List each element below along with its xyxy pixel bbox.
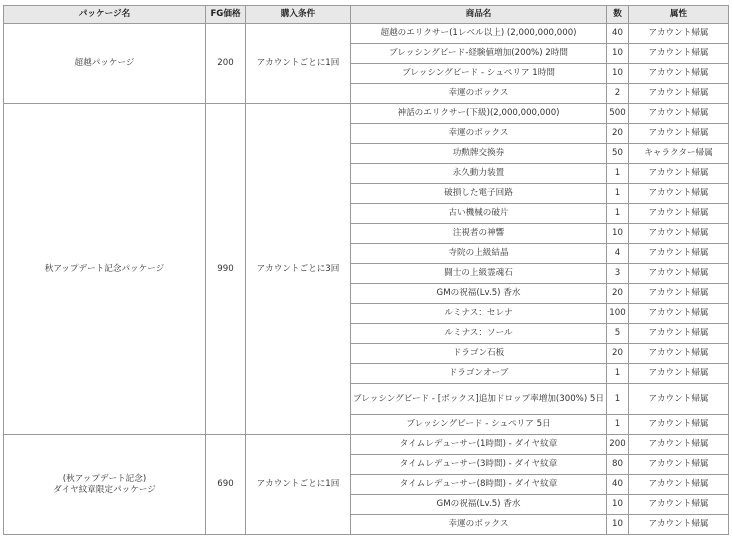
item-name-cell: ブレッシングビード - [ボックス]追加ドロップ率増加(300%) 5日 [351,384,607,415]
header-attribute: 属性 [629,6,729,24]
item-attribute-cell: アカウント帰属 [629,264,729,284]
item-name-cell: ドラゴンオーブ [351,364,607,384]
item-name-cell: ブレッシングビード - シュペリア 5日 [351,415,607,435]
purchase-condition-cell: アカウントごとに3回 [246,104,351,435]
item-quantity-cell: 200 [607,435,629,455]
item-quantity-cell: 10 [607,44,629,64]
item-name-cell: 寺院の上級結晶 [351,244,607,264]
item-attribute-cell: アカウント帰属 [629,364,729,384]
item-name-cell: ドラゴン石板 [351,344,607,364]
package-name-cell: 超越パッケージ [4,24,206,104]
item-quantity-cell: 500 [607,104,629,124]
item-quantity-cell: 2 [607,84,629,104]
item-attribute-cell: アカウント帰属 [629,415,729,435]
purchase-condition-cell: アカウントごとに1回 [246,24,351,104]
item-attribute-cell: アカウント帰属 [629,84,729,104]
package-price-cell: 200 [206,24,246,104]
item-attribute-cell: アカウント帰属 [629,184,729,204]
item-attribute-cell: アカウント帰属 [629,455,729,475]
item-name-cell: タイムレデューサー(1時間) - ダイヤ紋章 [351,435,607,455]
item-name-cell: 幸運のボックス [351,84,607,104]
item-quantity-cell: 20 [607,344,629,364]
item-quantity-cell: 80 [607,455,629,475]
item-quantity-cell: 1 [607,164,629,184]
item-quantity-cell: 10 [607,515,629,535]
table-row [4,435,729,455]
item-name-cell: 闘士の上級霊魂石 [351,264,607,284]
item-quantity-cell: 4 [607,244,629,264]
item-name-cell: 破損した電子回路 [351,184,607,204]
item-attribute-cell: アカウント帰属 [629,475,729,495]
item-name-cell: 幸運のボックス [351,124,607,144]
item-attribute-cell: アカウント帰属 [629,384,729,415]
item-name-cell: GMの祝福(Lv.5) 香水 [351,284,607,304]
item-attribute-cell: アカウント帰属 [629,164,729,184]
item-attribute-cell: アカウント帰属 [629,515,729,535]
item-quantity-cell: 5 [607,324,629,344]
item-attribute-cell: アカウント帰属 [629,64,729,84]
item-attribute-cell: アカウント帰属 [629,324,729,344]
item-attribute-cell: アカウント帰属 [629,44,729,64]
item-quantity-cell: 50 [607,144,629,164]
item-quantity-cell: 1 [607,415,629,435]
item-name-cell: ルミナス：ソール [351,324,607,344]
table-body [4,24,729,535]
item-attribute-cell: アカウント帰属 [629,304,729,324]
header-fg-price: FG価格 [206,6,246,24]
item-quantity-cell: 20 [607,124,629,144]
item-attribute-cell: アカウント帰属 [629,435,729,455]
item-quantity-cell: 1 [607,184,629,204]
package-name-cell: 秋アップデート記念パッケージ [4,104,206,435]
header-purchase-condition: 購入条件 [246,6,351,24]
package-name-cell: (秋アップデート記念) ダイヤ紋章限定パッケージ [4,435,206,535]
item-name-cell: ブレッシングビード-経験値増加(200%) 2時間 [351,44,607,64]
item-name-cell: 古い機械の破片 [351,204,607,224]
item-name-cell: 永久動力装置 [351,164,607,184]
item-name-cell: 神話のエリクサー(下級)(2,000,000,000) [351,104,607,124]
item-attribute-cell: アカウント帰属 [629,24,729,44]
item-attribute-cell: アカウント帰属 [629,344,729,364]
header-package-name: パッケージ名 [4,6,206,24]
item-quantity-cell: 1 [607,364,629,384]
item-attribute-cell: アカウント帰属 [629,244,729,264]
item-attribute-cell: アカウント帰属 [629,204,729,224]
item-quantity-cell: 10 [607,224,629,244]
item-quantity-cell: 100 [607,304,629,324]
item-quantity-cell: 1 [607,384,629,415]
purchase-condition-cell: アカウントごとに1回 [246,435,351,535]
item-name-cell: ブレッシングビード - シュペリア 1時間 [351,64,607,84]
item-name-cell: タイムレデューサー(8時間) - ダイヤ紋章 [351,475,607,495]
item-quantity-cell: 20 [607,284,629,304]
item-name-cell: 幸運のボックス [351,515,607,535]
item-name-cell: 功勲牌交換券 [351,144,607,164]
item-name-cell: GMの祝福(Lv.5) 香水 [351,495,607,515]
table-row [4,24,729,44]
package-price-cell: 990 [206,104,246,435]
item-quantity-cell: 40 [607,475,629,495]
item-quantity-cell: 40 [607,24,629,44]
table-row [4,104,729,124]
item-attribute-cell: アカウント帰属 [629,104,729,124]
table-header [4,6,729,24]
package-table [3,5,729,535]
item-name-cell: 超越のエリクサー(1レベル以上) (2,000,000,000) [351,24,607,44]
item-attribute-cell: アカウント帰属 [629,495,729,515]
item-quantity-cell: 1 [607,204,629,224]
item-attribute-cell: アカウント帰属 [629,224,729,244]
item-quantity-cell: 10 [607,495,629,515]
header-quantity: 数 [607,6,629,24]
item-attribute-cell: アカウント帰属 [629,284,729,304]
header-row [4,6,729,24]
item-attribute-cell: キャラクター帰属 [629,144,729,164]
package-price-cell: 690 [206,435,246,535]
item-name-cell: 注視者の神響 [351,224,607,244]
item-name-cell: タイムレデューサー(3時間) - ダイヤ紋章 [351,455,607,475]
item-quantity-cell: 3 [607,264,629,284]
header-item-name: 商品名 [351,6,607,24]
item-name-cell: ルミナス：セレナ [351,304,607,324]
item-quantity-cell: 10 [607,64,629,84]
item-attribute-cell: アカウント帰属 [629,124,729,144]
